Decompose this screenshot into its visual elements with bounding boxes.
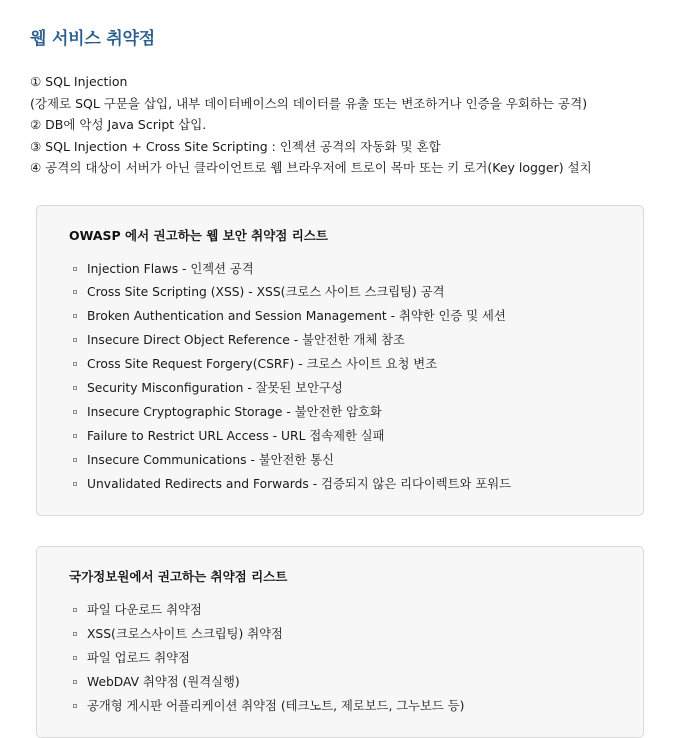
list-item [73, 401, 623, 425]
owasp-panel [36, 205, 644, 517]
intro-line: ② DB에 악성 Java Script 삽입. [30, 117, 207, 132]
square-bullet-icon [73, 482, 77, 486]
nis-panel-title: 국가정보원에서 권고하는 취약점 리스트 [69, 569, 288, 585]
intro-line: ① SQL Injection [30, 74, 128, 89]
intro-line: ④ 공격의 대상이 서버가 아닌 클라이언트로 웹 브라우저에 트로이 목마 또는 키 로거(Key logger) 설치 [30, 160, 592, 175]
square-bullet-icon [73, 656, 77, 660]
list-item [73, 695, 623, 719]
list-item [73, 473, 623, 497]
list-item [73, 647, 623, 671]
owasp-panel-title: OWASP 에서 권고하는 웹 보안 취약점 리스트 [69, 227, 328, 243]
list-item-label: XSS(크로스사이트 스크립팅) 취약점 [87, 627, 283, 642]
list-item-label: Injection Flaws - 인젝션 공격 [87, 261, 254, 276]
list-item [73, 377, 623, 401]
list-item-label: Insecure Cryptographic Storage - 불안전한 암호화 [87, 405, 382, 420]
list-item-label: 공개형 게시판 어플리케이션 취약점 (테크노트, 제로보드, 그누보드 등) [87, 699, 465, 714]
list-item-label: Insecure Direct Object Reference - 불안전한 개체 참조 [87, 333, 405, 348]
owasp-list [57, 258, 623, 498]
list-item-label: Security Misconfiguration - 잘못된 보안구성 [87, 381, 343, 396]
square-bullet-icon [73, 338, 77, 342]
square-bullet-icon [73, 267, 77, 271]
list-item [73, 623, 623, 647]
list-item-label: Cross Site Request Forgery(CSRF) - 크로스 사이트 요청 변조 [87, 357, 438, 372]
square-bullet-icon [73, 410, 77, 414]
list-item-label: 파일 업로드 취약점 [87, 651, 190, 666]
square-bullet-icon [73, 680, 77, 684]
list-item-label: Broken Authentication and Session Management - 취약한 인증 및 세션 [87, 309, 506, 324]
square-bullet-icon [73, 386, 77, 390]
list-item [73, 329, 623, 353]
square-bullet-icon [73, 434, 77, 438]
list-item [73, 449, 623, 473]
list-item-label: WebDAV 취약점 (원격실행) [87, 675, 240, 690]
list-item-label: 파일 다운로드 취약점 [87, 603, 202, 618]
square-bullet-icon [73, 362, 77, 366]
square-bullet-icon [73, 704, 77, 708]
square-bullet-icon [73, 314, 77, 318]
list-item [73, 599, 623, 623]
intro-line: (강제로 SQL 구문을 삽입, 내부 데이터베이스의 데이터를 유출 또는 변조하거나 인증을 우회하는 공격) [30, 95, 588, 111]
list-item [73, 258, 623, 282]
square-bullet-icon [73, 458, 77, 462]
list-item [73, 305, 623, 329]
list-item [73, 425, 623, 449]
nis-panel [36, 546, 644, 738]
page-title: 웹 서비스 취약점 [30, 29, 155, 49]
list-item-label: Unvalidated Redirects and Forwards - 검증되지 않은 리다이렉트와 포워드 [87, 477, 511, 492]
nis-list [57, 599, 623, 719]
list-item [73, 353, 623, 377]
square-bullet-icon [73, 608, 77, 612]
list-item-label: Insecure Communications - 불안전한 통신 [87, 453, 334, 468]
list-item [73, 671, 623, 695]
intro-paragraph [30, 71, 662, 179]
list-item-label: Failure to Restrict URL Access - URL 접속제한 실패 [87, 429, 385, 444]
square-bullet-icon [73, 632, 77, 636]
intro-line: ③ SQL Injection + Cross Site Scripting : 인젝션 공격의 자동화 및 혼합 [30, 138, 441, 154]
square-bullet-icon [73, 290, 77, 294]
list-item-label: Cross Site Scripting (XSS) - XSS(크로스 사이트 스크립팅) 공격 [87, 285, 445, 300]
list-item [73, 281, 623, 305]
